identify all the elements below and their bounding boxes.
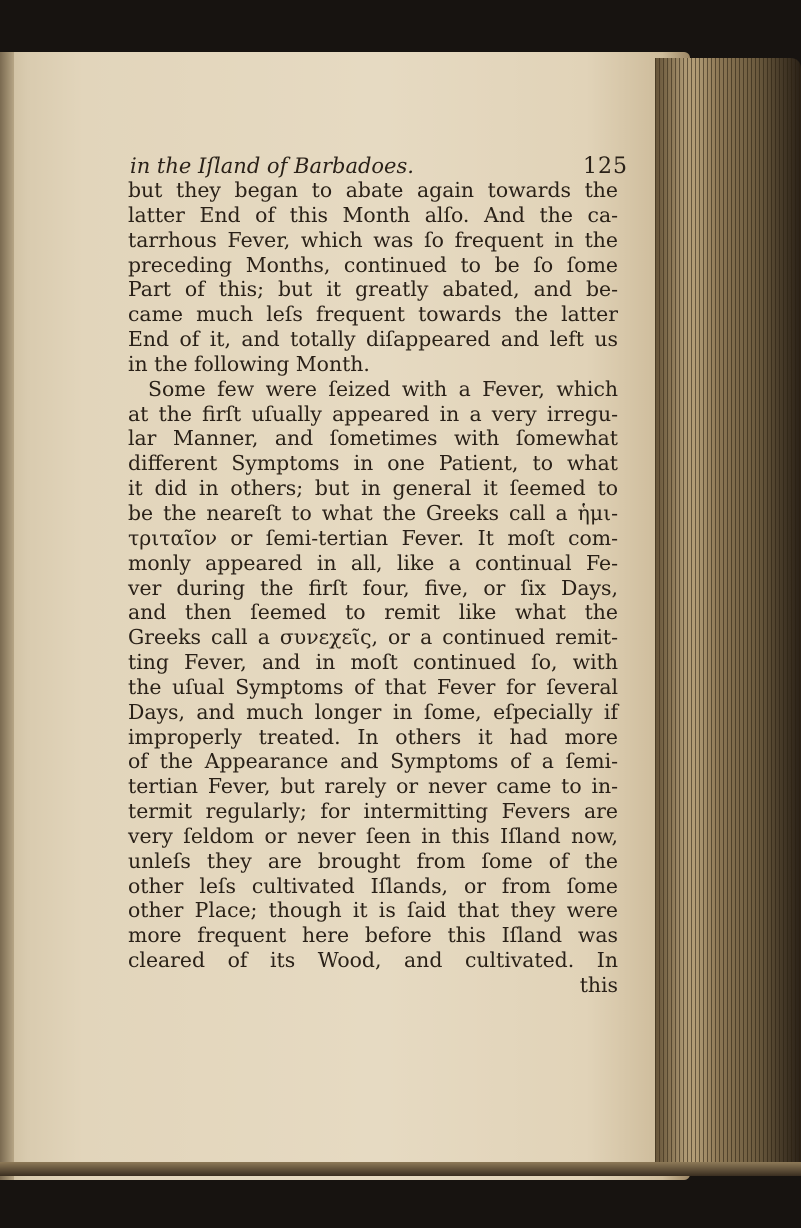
text-line: End of it, and totally diſappeared and left us: [128, 327, 618, 352]
running-title: in the Iſland of Barbadoes.: [130, 154, 414, 178]
page-edges-stack: [655, 58, 801, 1170]
text-line: Some few were ſeized with a Fever, which: [148, 376, 618, 401]
text-line: cleared of its Wood, and cultivated. In: [128, 948, 618, 973]
running-header: [110, 150, 630, 180]
text-line: other Place; though it is ſaid that they were: [128, 898, 618, 923]
text-line: more frequent here before this Iſland was: [128, 923, 618, 948]
text-line: but they began to abate again towards the: [128, 178, 618, 202]
text-line: different Symptoms in one Patient, to what: [128, 451, 618, 476]
text-line: the uſual Symptoms of that Fever for ſeveral: [128, 674, 618, 699]
text-line: came much leſs frequent towards the latter: [128, 302, 618, 327]
text-line: Greeks call a συνεχεῖς, or a continued remit-: [128, 625, 618, 650]
left-page-edge: [0, 52, 14, 1180]
text-line: of the Appearance and Symptoms of a ſemi-: [128, 749, 618, 774]
page-number: 125: [583, 154, 628, 179]
text-line: other leſs cultivated Iſlands, or from ſome: [128, 873, 618, 898]
text-line: at the firſt uſually appeared in a very irregu-: [128, 401, 618, 426]
text-line: and then ſeemed to remit like what the: [128, 600, 618, 625]
text-line: it did in others; but in general it ſeemed to: [128, 476, 618, 501]
text-line: termit regularly; for intermitting Fevers are: [128, 799, 618, 824]
text-line: τριταῖον or ſemi-tertian Fever. It moſt com-: [128, 525, 618, 550]
text-line: ver during the firſt four, five, or ſix Days,: [128, 575, 618, 600]
text-line: latter End of this Month alſo. And the ca-: [128, 202, 618, 227]
text-line: preceding Months, continued to be ſo ſome: [128, 252, 618, 277]
text-line: improperly treated. In others it had more: [128, 724, 618, 749]
text-line: be the neareſt to what the Greeks call a ἡμι-: [128, 500, 618, 525]
text-line: ting Fever, and in moſt continued ſo, with: [128, 650, 618, 675]
text-line: monly appeared in all, like a continual Fe-: [128, 550, 618, 575]
text-line: in the following Month.: [128, 351, 370, 376]
bottom-page-edge: [0, 1162, 801, 1176]
text-line: lar Manner, and ſometimes with ſomewhat: [128, 426, 618, 451]
text-line: Part of this; but it greatly abated, and be-: [128, 277, 618, 302]
text-line: Days, and much longer in ſome, eſpecially if: [128, 699, 618, 724]
text-line: tarrhous Fever, which was ſo frequent in the: [128, 227, 618, 252]
text-line: unleſs they are brought from ſome of the: [128, 848, 618, 873]
body-text: [128, 178, 618, 998]
catchword: this: [579, 973, 618, 997]
text-line: tertian Fever, but rarely or never came to in-: [128, 774, 618, 799]
text-line: very ſeldom or never ſeen in this Iſland now,: [128, 823, 618, 848]
